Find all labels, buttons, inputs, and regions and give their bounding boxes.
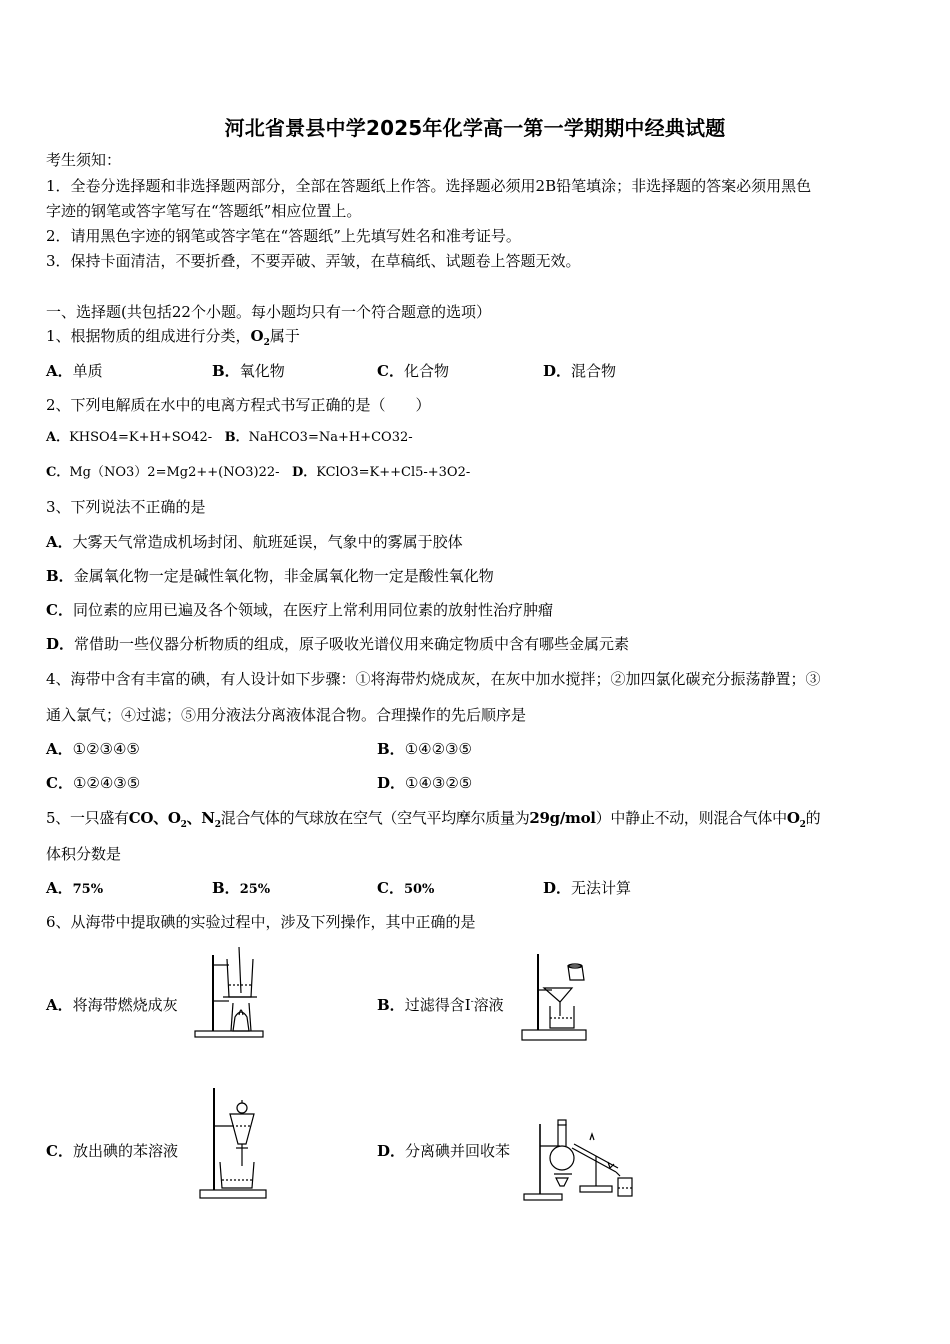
page-title: 河北省景县中学2025年化学高一第一学期期中经典试题 (224, 116, 726, 140)
q5-option-c-text: 50% (403, 882, 435, 897)
q5-t1: 5、一只盛有 (46, 809, 129, 827)
q1-option-a[interactable] (46, 361, 103, 381)
q4-stem-line2: 通入氯气；④过滤；⑤用分液法分离液体混合物。合理操作的先后顺序是 (46, 706, 527, 724)
q1-option-a-label: A． (46, 362, 73, 380)
q3-stem: 3、下列说法不正确的是 (46, 498, 206, 516)
notice-item-2: 2．请用黑色字迹的钢笔或答字笔在“答题纸”上先填写姓名和准考证号。 (46, 227, 521, 245)
q5-option-c[interactable] (377, 878, 434, 900)
q1-option-c[interactable] (377, 361, 449, 381)
q3-option-c-text: 同位素的应用已遍及各个领域，在医疗上常利用同位素的放射性治疗肿瘤 (72, 601, 553, 619)
figure-filtration-apparatus (520, 950, 590, 1046)
q2-option-d-label: D． (291, 465, 317, 480)
q6-option-c-text: 放出碘的苯溶液 (72, 1142, 178, 1160)
q1-option-b-text: 氧化物 (239, 362, 285, 380)
q3-option-b[interactable] (46, 566, 494, 586)
q1-stem (46, 326, 300, 346)
q2-option-b-label: B． (224, 430, 249, 445)
q3-option-b-label: B． (46, 567, 74, 585)
q5-t8: 的 (805, 809, 821, 827)
q6-option-b-sup: - (470, 997, 474, 1007)
q2-option-ab (46, 428, 413, 448)
q5-option-d[interactable] (543, 878, 631, 898)
q3-option-a[interactable] (46, 532, 463, 552)
notice-heading: 考生须知： (46, 151, 122, 169)
q2-option-a-text[interactable]: KHSO4=K+H+SO42- (69, 430, 213, 445)
q4-option-d[interactable] (377, 773, 472, 793)
q3-option-b-text: 金属氧化物一定是碱性氧化物，非金属氧化物一定是酸性氧化物 (73, 567, 494, 585)
q1-o2-sub: 2 (263, 338, 270, 348)
q5-sub-b: 2 (214, 820, 221, 830)
q4-option-b-label: B． (377, 740, 405, 758)
q2-option-cd (46, 463, 470, 483)
q5-option-a[interactable] (46, 878, 103, 900)
q4-option-c[interactable] (46, 773, 140, 793)
q5-option-a-label: A． (46, 879, 73, 897)
notice-item-1: 1．全卷分选择题和非选择题两部分，全部在答题纸上作答。选择题必须用2B铅笔填涂；非选择题的答案必须用黑色 (46, 177, 812, 195)
q5-t5: 29g/mol (529, 809, 596, 827)
q4-option-a-text: ①②③④⑤ (72, 740, 140, 758)
q5-option-c-label: C． (377, 879, 404, 897)
q3-option-c-label: C． (46, 601, 73, 619)
q3-option-a-text: 大雾天气常造成机场封闭、航班延误，气象中的雾属于胶体 (72, 533, 463, 551)
q6-option-d-label: D． (377, 1142, 406, 1160)
q5-stem-line2: 体积分数是 (46, 845, 122, 863)
q5-t4: 混合气体的气球放在空气（空气平均摩尔质量为 (220, 809, 530, 827)
q6-option-d-text: 分离碘并回收苯 (405, 1142, 511, 1160)
q2-stem: 2、下列电解质在水中的电离方程式书写正确的是（ ） (46, 396, 431, 414)
q4-option-a-label: A． (46, 740, 73, 758)
q1-o2-text: O (250, 327, 264, 345)
q5-option-d-label: D． (543, 879, 572, 897)
q6-option-b[interactable] (377, 995, 504, 1015)
notice-item-3: 3．保持卡面清洁，不要折叠，不要弄破、弄皱，在草稿纸、试题卷上答题无效。 (46, 252, 581, 270)
q5-option-d-text: 无法计算 (571, 879, 632, 897)
q6-option-d[interactable] (377, 1141, 510, 1161)
q6-option-c[interactable] (46, 1141, 178, 1161)
q4-option-b-text: ①④②③⑤ (404, 740, 472, 758)
q6-option-b-text: 过滤得含I (404, 996, 471, 1014)
q5-t6: ）中静止不动，则混合气体中 (595, 809, 787, 827)
q4-option-c-text: ①②④③⑤ (72, 774, 141, 792)
q4-option-a[interactable] (46, 739, 140, 759)
q4-option-d-text: ①④③②⑤ (405, 774, 473, 792)
q1-option-d-text: 混合物 (571, 362, 617, 380)
q2-option-a-label: A． (46, 430, 70, 445)
q4-option-c-label: C． (46, 774, 73, 792)
q1-option-b[interactable] (212, 361, 285, 381)
q1-o2 (250, 327, 270, 348)
q4-option-d-label: D． (377, 774, 406, 792)
figure-separatory-funnel (198, 1086, 270, 1204)
q1-option-c-label: C． (377, 362, 404, 380)
q2-option-b-text[interactable]: NaHCO3=Na+H+CO32- (248, 430, 413, 445)
q3-option-c[interactable] (46, 600, 553, 620)
q1-option-c-text: 化合物 (403, 362, 449, 380)
q3-option-d[interactable] (46, 634, 629, 654)
q5-option-a-text: 75% (72, 882, 104, 897)
q1-option-a-text: 单质 (72, 362, 103, 380)
q6-option-a-label: A． (46, 996, 73, 1014)
q1-stem-text: 1、根据物质的组成进行分类， (46, 327, 251, 345)
q3-option-d-text: 常借助一些仪器分析物质的组成，原子吸收光谱仪用来确定物质中含有哪些金属元素 (74, 635, 630, 653)
q2-option-c-label: C． (46, 465, 70, 480)
q5-sub-c: 2 (799, 820, 806, 830)
q5-t7: O (786, 809, 800, 827)
q6-option-a-text: 将海带燃烧成灰 (72, 996, 178, 1014)
q5-t2: CO、O (128, 809, 181, 827)
notice-item-1-cont: 字迹的钢笔或答字笔写在“答题纸”相应位置上。 (46, 202, 362, 220)
q1-option-d[interactable] (543, 361, 616, 381)
q6-option-a[interactable] (46, 995, 178, 1015)
q6-option-b-tail: 溶液 (473, 996, 504, 1014)
q5-stem-line1 (46, 808, 820, 828)
section-heading: 一、选择题(共包括22个小题。每小题均只有一个符合题意的选项） (46, 303, 491, 321)
q4-option-b[interactable] (377, 739, 472, 759)
q4-stem-line1: 4、海带中含有丰富的碘，有人设计如下步骤：①将海带灼烧成灰，在灰中加水搅拌；②加四氯化碳充分振荡静置；③ (46, 670, 821, 688)
figure-distillation-apparatus (520, 1116, 636, 1206)
q2-option-d-text[interactable]: KClO3=K++Cl5-+3O2- (316, 465, 471, 480)
q1-stem-end: 属于 (269, 327, 300, 345)
q5-sub-a: 2 (180, 820, 187, 830)
q3-option-d-label: D． (46, 635, 75, 653)
q5-option-b[interactable] (212, 878, 270, 900)
q3-option-a-label: A． (46, 533, 73, 551)
q6-option-b-label: B． (377, 996, 405, 1014)
q2-option-c-text[interactable]: Mg（NO3）2=Mg2++(NO3)22- (69, 465, 280, 480)
q6-stem: 6、从海带中提取碘的实验过程中，涉及下列操作，其中正确的是 (46, 913, 476, 931)
q5-option-b-label: B． (212, 879, 240, 897)
figure-burning-apparatus (193, 945, 273, 1041)
q1-option-b-label: B． (212, 362, 240, 380)
q6-option-c-label: C． (46, 1142, 73, 1160)
q5-t3: 、N (186, 809, 215, 827)
q1-option-d-label: D． (543, 362, 572, 380)
q5-option-b-text: 25% (239, 882, 271, 897)
